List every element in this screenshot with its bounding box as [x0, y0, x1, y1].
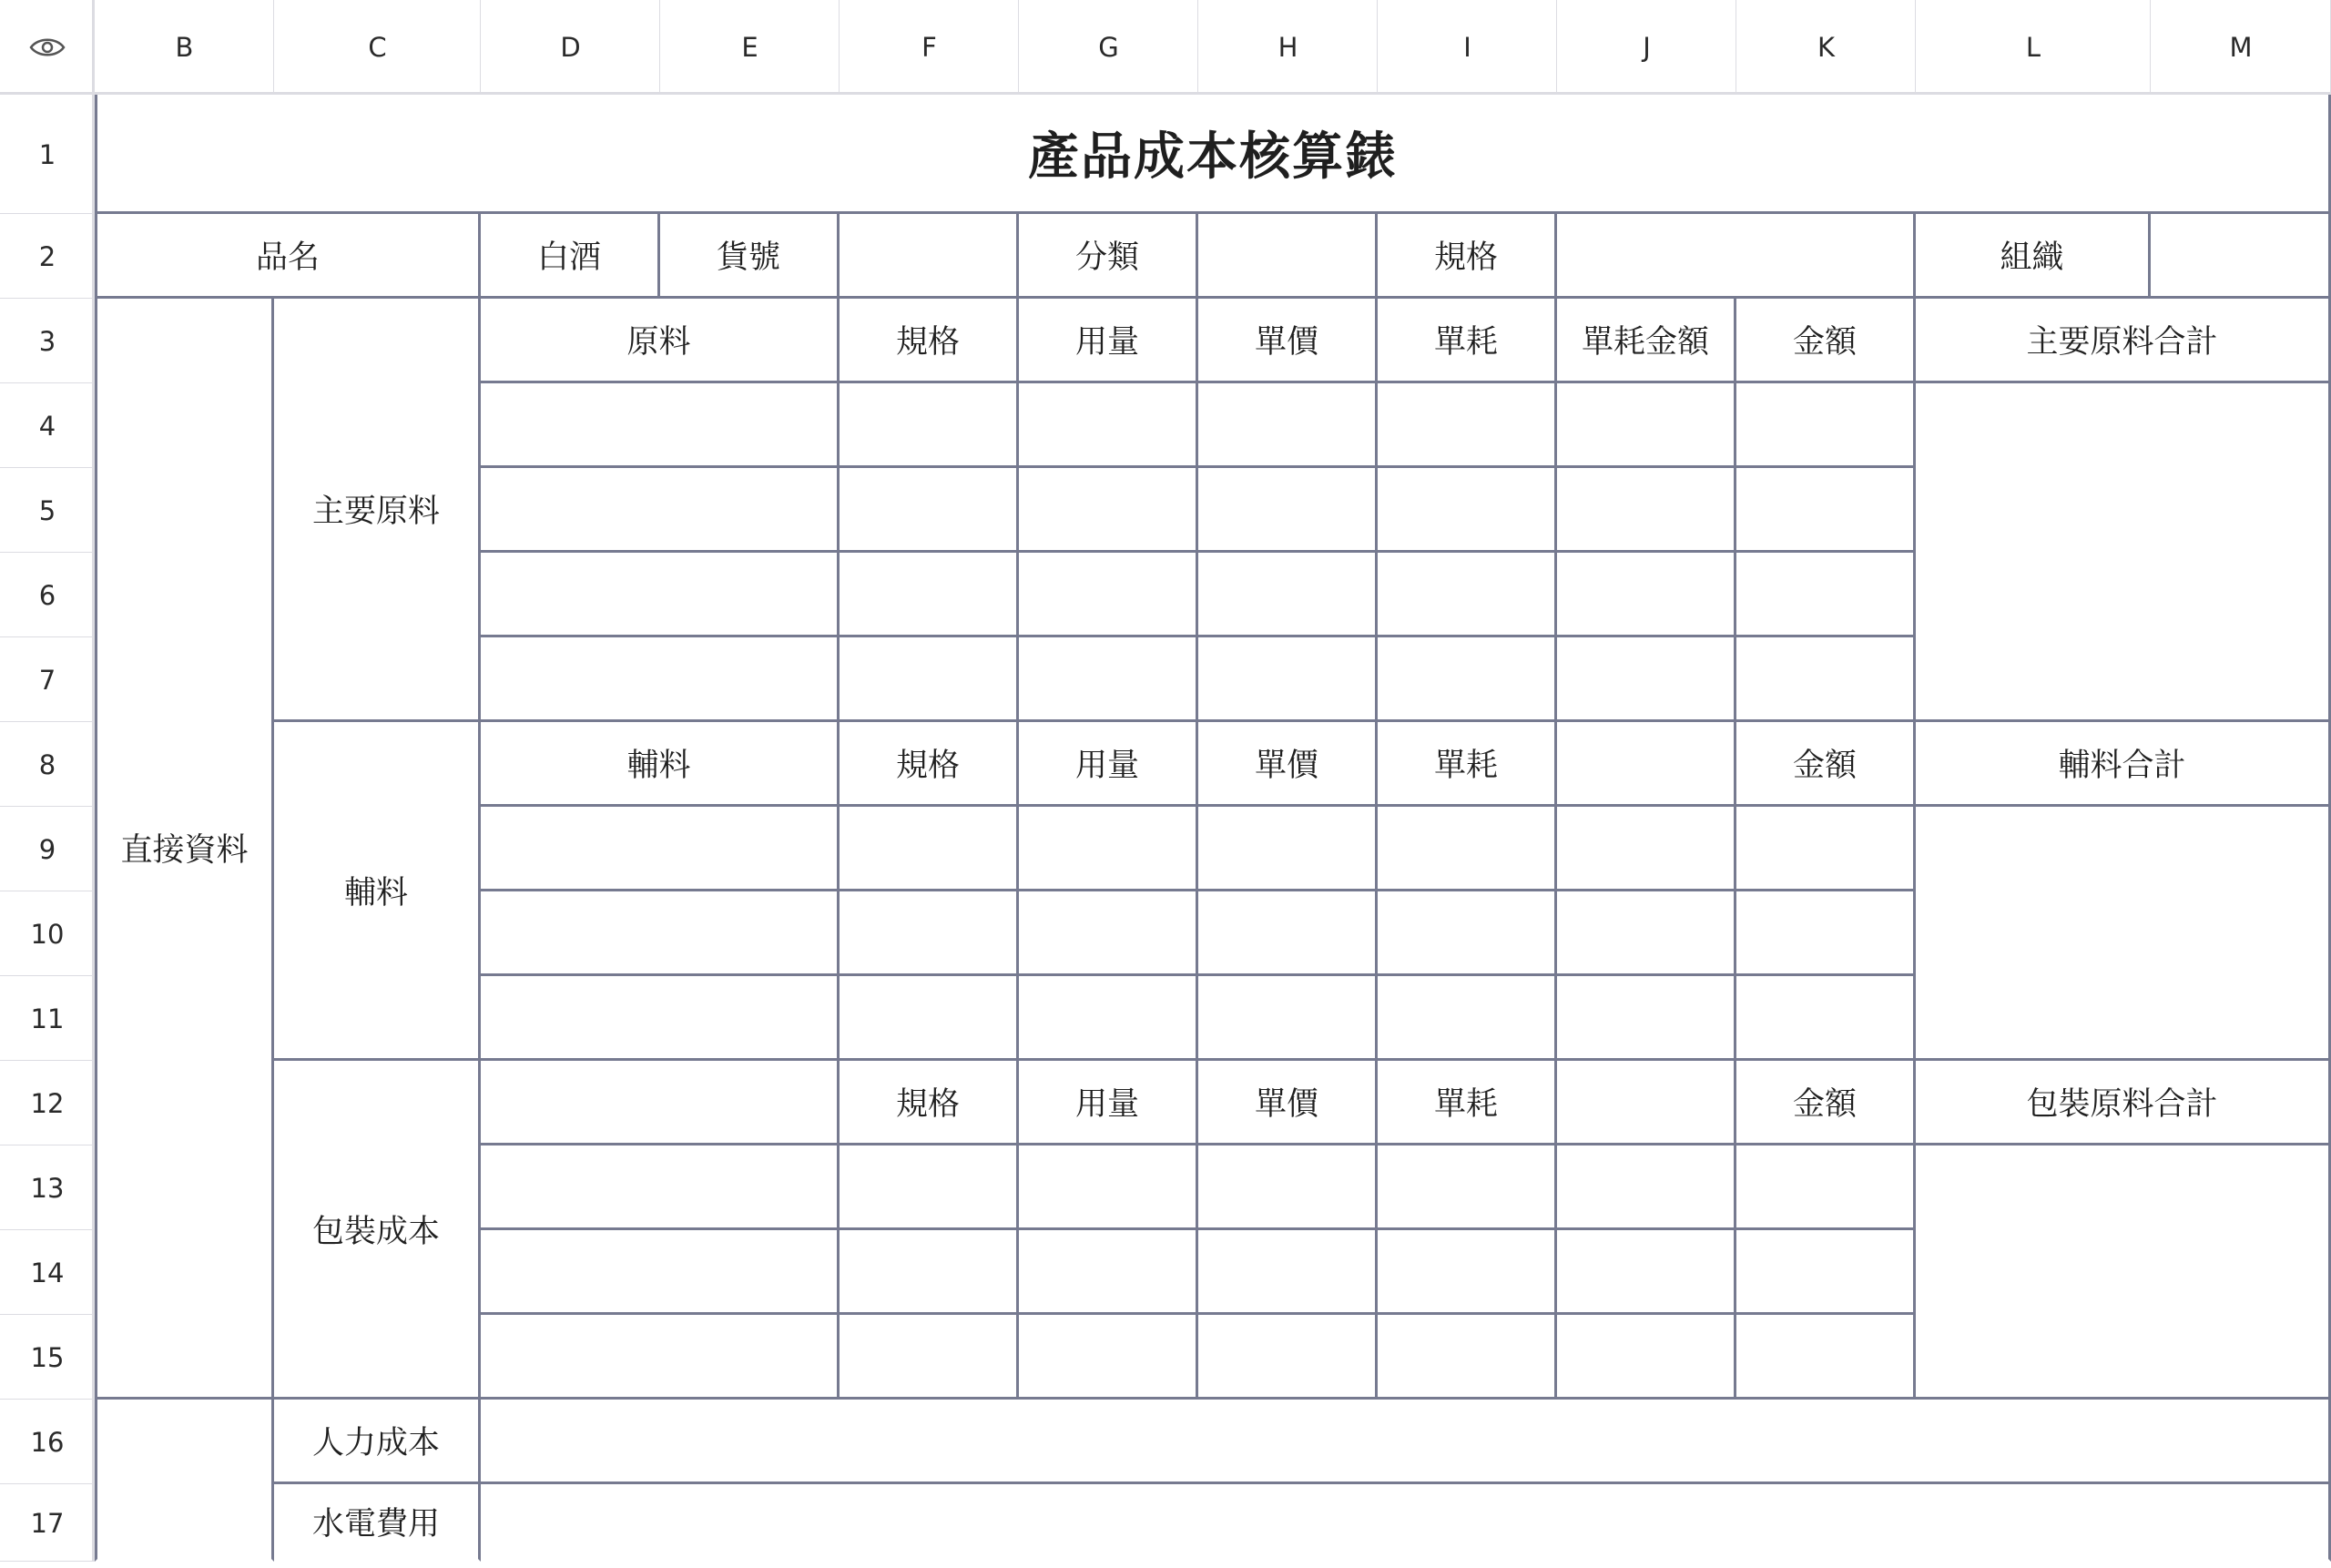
table-cell[interactable]	[1736, 468, 1916, 553]
table-cell[interactable]	[1736, 383, 1916, 468]
column-header-c[interactable]: C	[274, 0, 481, 95]
table-cell[interactable]	[1557, 976, 1736, 1061]
row-header-14[interactable]: 14	[0, 1230, 95, 1315]
table-cell[interactable]	[1198, 891, 1378, 976]
aux-total-header[interactable]: 輔料合計	[1916, 722, 2331, 807]
table-cell[interactable]	[1019, 383, 1198, 468]
table-cell[interactable]	[1557, 1061, 1736, 1145]
category-label[interactable]: 分類	[1019, 214, 1198, 299]
main-material-header[interactable]: 原料	[481, 299, 840, 383]
table-cell[interactable]	[1198, 1315, 1378, 1400]
aux-material-header[interactable]: 輔料	[481, 722, 840, 807]
visibility-toggle-button[interactable]	[0, 0, 95, 95]
main-total-value[interactable]	[1916, 383, 2331, 722]
table-cell[interactable]	[481, 807, 840, 891]
row-header-1[interactable]: 1	[0, 95, 95, 214]
table-cell[interactable]	[1736, 891, 1916, 976]
row-header-17[interactable]: 17	[0, 1484, 95, 1562]
row-header-12[interactable]: 12	[0, 1061, 95, 1145]
table-cell[interactable]	[1019, 1315, 1198, 1400]
aux-spec-header[interactable]: 規格	[840, 722, 1019, 807]
column-header-b[interactable]: B	[95, 0, 274, 95]
column-header-e[interactable]: E	[660, 0, 840, 95]
table-cell[interactable]	[840, 637, 1019, 722]
table-cell[interactable]	[840, 1145, 1019, 1230]
main-unit-consumption-header[interactable]: 單耗	[1378, 299, 1557, 383]
table-cell[interactable]	[1557, 553, 1736, 637]
table-cell[interactable]	[1736, 1145, 1916, 1230]
row-header-10[interactable]: 10	[0, 891, 95, 976]
aux-unit-price-header[interactable]: 單價	[1198, 722, 1378, 807]
item-no-label[interactable]: 貨號	[660, 214, 840, 299]
row-header-13[interactable]: 13	[0, 1145, 95, 1230]
table-cell[interactable]	[1019, 637, 1198, 722]
pack-total-value[interactable]	[1916, 1145, 2331, 1400]
aux-materials-section-label[interactable]: 輔料	[274, 722, 481, 1061]
table-cell[interactable]	[1378, 891, 1557, 976]
table-cell[interactable]	[1557, 891, 1736, 976]
table-cell[interactable]	[840, 1315, 1019, 1400]
table-cell[interactable]	[1019, 891, 1198, 976]
column-header-g[interactable]: G	[1019, 0, 1198, 95]
row-header-2[interactable]: 2	[0, 214, 95, 299]
pack-usage-header[interactable]: 用量	[1019, 1061, 1198, 1145]
pack-total-header[interactable]: 包裝原料合計	[1916, 1061, 2331, 1145]
table-cell[interactable]	[840, 891, 1019, 976]
table-cell[interactable]	[1736, 1230, 1916, 1315]
row-header-16[interactable]: 16	[0, 1400, 95, 1484]
table-cell[interactable]	[1557, 722, 1736, 807]
table-cell[interactable]	[481, 468, 840, 553]
eye-icon	[29, 36, 66, 58]
table-cell[interactable]	[840, 468, 1019, 553]
table-cell[interactable]	[1198, 976, 1378, 1061]
row-header-3[interactable]: 3	[0, 299, 95, 383]
table-cell[interactable]	[481, 1061, 840, 1145]
item-no-value[interactable]	[840, 214, 1019, 299]
main-amount-header[interactable]: 金額	[1736, 299, 1916, 383]
main-unit-consumption-amount-header[interactable]: 單耗金額	[1557, 299, 1736, 383]
table-cell[interactable]	[1378, 807, 1557, 891]
column-header-d[interactable]: D	[481, 0, 660, 95]
table-cell[interactable]	[1736, 1315, 1916, 1400]
aux-total-value[interactable]	[1916, 807, 2331, 1061]
pack-spec-header[interactable]: 規格	[840, 1061, 1019, 1145]
table-cell[interactable]	[1198, 383, 1378, 468]
table-cell[interactable]	[1019, 1230, 1198, 1315]
main-usage-header[interactable]: 用量	[1019, 299, 1198, 383]
table-cell[interactable]	[1736, 807, 1916, 891]
sheet-title[interactable]: 產品成本核算錶	[95, 95, 2331, 214]
table-cell[interactable]	[1557, 1145, 1736, 1230]
table-cell[interactable]	[1198, 468, 1378, 553]
main-materials-section-label[interactable]: 主要原料	[274, 299, 481, 722]
table-cell[interactable]	[1736, 637, 1916, 722]
table-cell[interactable]	[840, 976, 1019, 1061]
column-header-k[interactable]: K	[1736, 0, 1916, 95]
column-header-m[interactable]: M	[2151, 0, 2331, 95]
spec-label[interactable]: 規格	[1378, 214, 1557, 299]
org-label[interactable]: 組織	[1916, 214, 2151, 299]
packaging-section-label[interactable]: 包裝成本	[274, 1061, 481, 1400]
table-cell[interactable]	[1019, 468, 1198, 553]
table-cell[interactable]	[1557, 383, 1736, 468]
product-name-value[interactable]: 白酒	[481, 214, 660, 299]
pack-amount-header[interactable]: 金額	[1736, 1061, 1916, 1145]
table-cell[interactable]	[840, 553, 1019, 637]
table-cell[interactable]	[1378, 637, 1557, 722]
column-header-l[interactable]: L	[1916, 0, 2151, 95]
table-cell[interactable]	[1198, 1145, 1378, 1230]
table-cell[interactable]	[1378, 383, 1557, 468]
aux-amount-header[interactable]: 金額	[1736, 722, 1916, 807]
table-cell[interactable]	[1198, 1230, 1378, 1315]
table-cell[interactable]	[1378, 1145, 1557, 1230]
table-cell[interactable]	[1736, 553, 1916, 637]
table-cell[interactable]	[481, 1230, 840, 1315]
table-cell[interactable]	[481, 553, 840, 637]
pack-unit-consumption-header[interactable]: 單耗	[1378, 1061, 1557, 1145]
row-header-8[interactable]: 8	[0, 722, 95, 807]
column-header-j[interactable]: J	[1557, 0, 1736, 95]
row-header-9[interactable]: 9	[0, 807, 95, 891]
row-header-6[interactable]: 6	[0, 553, 95, 637]
org-value[interactable]	[2151, 214, 2331, 299]
row-header-7[interactable]: 7	[0, 637, 95, 722]
table-cell[interactable]	[1557, 637, 1736, 722]
aux-usage-header[interactable]: 用量	[1019, 722, 1198, 807]
table-cell[interactable]	[840, 383, 1019, 468]
table-cell[interactable]	[1378, 1230, 1557, 1315]
table-cell[interactable]	[840, 807, 1019, 891]
table-cell[interactable]	[1198, 553, 1378, 637]
labor-cost-value[interactable]	[481, 1400, 2331, 1484]
other-costs-group[interactable]	[95, 1400, 274, 1562]
table-cell[interactable]	[481, 383, 840, 468]
table-cell[interactable]	[1557, 807, 1736, 891]
table-cell[interactable]	[481, 1145, 840, 1230]
main-unit-price-header[interactable]: 單價	[1198, 299, 1378, 383]
table-cell[interactable]	[1019, 976, 1198, 1061]
table-cell[interactable]	[1557, 1230, 1736, 1315]
table-cell[interactable]	[1019, 553, 1198, 637]
table-cell[interactable]	[1736, 976, 1916, 1061]
product-name-label[interactable]: 品名	[95, 214, 481, 299]
column-header-h[interactable]: H	[1198, 0, 1378, 95]
row-header-4[interactable]: 4	[0, 383, 95, 468]
category-value[interactable]	[1198, 214, 1378, 299]
column-header-f[interactable]: F	[840, 0, 1019, 95]
row-header-15[interactable]: 15	[0, 1315, 95, 1400]
labor-cost-label[interactable]: 人力成本	[274, 1400, 481, 1484]
table-cell[interactable]	[481, 976, 840, 1061]
pack-unit-price-header[interactable]: 單價	[1198, 1061, 1378, 1145]
table-cell[interactable]	[481, 637, 840, 722]
table-cell[interactable]	[840, 1230, 1019, 1315]
row-header-11[interactable]: 11	[0, 976, 95, 1061]
column-header-i[interactable]: I	[1378, 0, 1557, 95]
table-cell[interactable]	[1019, 1145, 1198, 1230]
table-cell[interactable]	[1198, 637, 1378, 722]
aux-unit-consumption-header[interactable]: 單耗	[1378, 722, 1557, 807]
row-header-5[interactable]: 5	[0, 468, 95, 553]
table-cell[interactable]	[1378, 468, 1557, 553]
table-cell[interactable]	[481, 891, 840, 976]
table-cell[interactable]	[1019, 807, 1198, 891]
utilities-label[interactable]: 水電費用	[274, 1484, 481, 1562]
table-cell[interactable]	[1557, 1315, 1736, 1400]
table-cell[interactable]	[1378, 553, 1557, 637]
main-total-header[interactable]: 主要原料合計	[1916, 299, 2331, 383]
table-cell[interactable]	[1378, 976, 1557, 1061]
table-cell[interactable]	[481, 1315, 840, 1400]
spec-value[interactable]	[1557, 214, 1916, 299]
table-cell[interactable]	[1378, 1315, 1557, 1400]
direct-materials-label[interactable]: 直接資料	[95, 299, 274, 1400]
table-cell[interactable]	[1198, 807, 1378, 891]
table-cell[interactable]	[1557, 468, 1736, 553]
utilities-value[interactable]	[481, 1484, 2331, 1562]
main-spec-header[interactable]: 規格	[840, 299, 1019, 383]
